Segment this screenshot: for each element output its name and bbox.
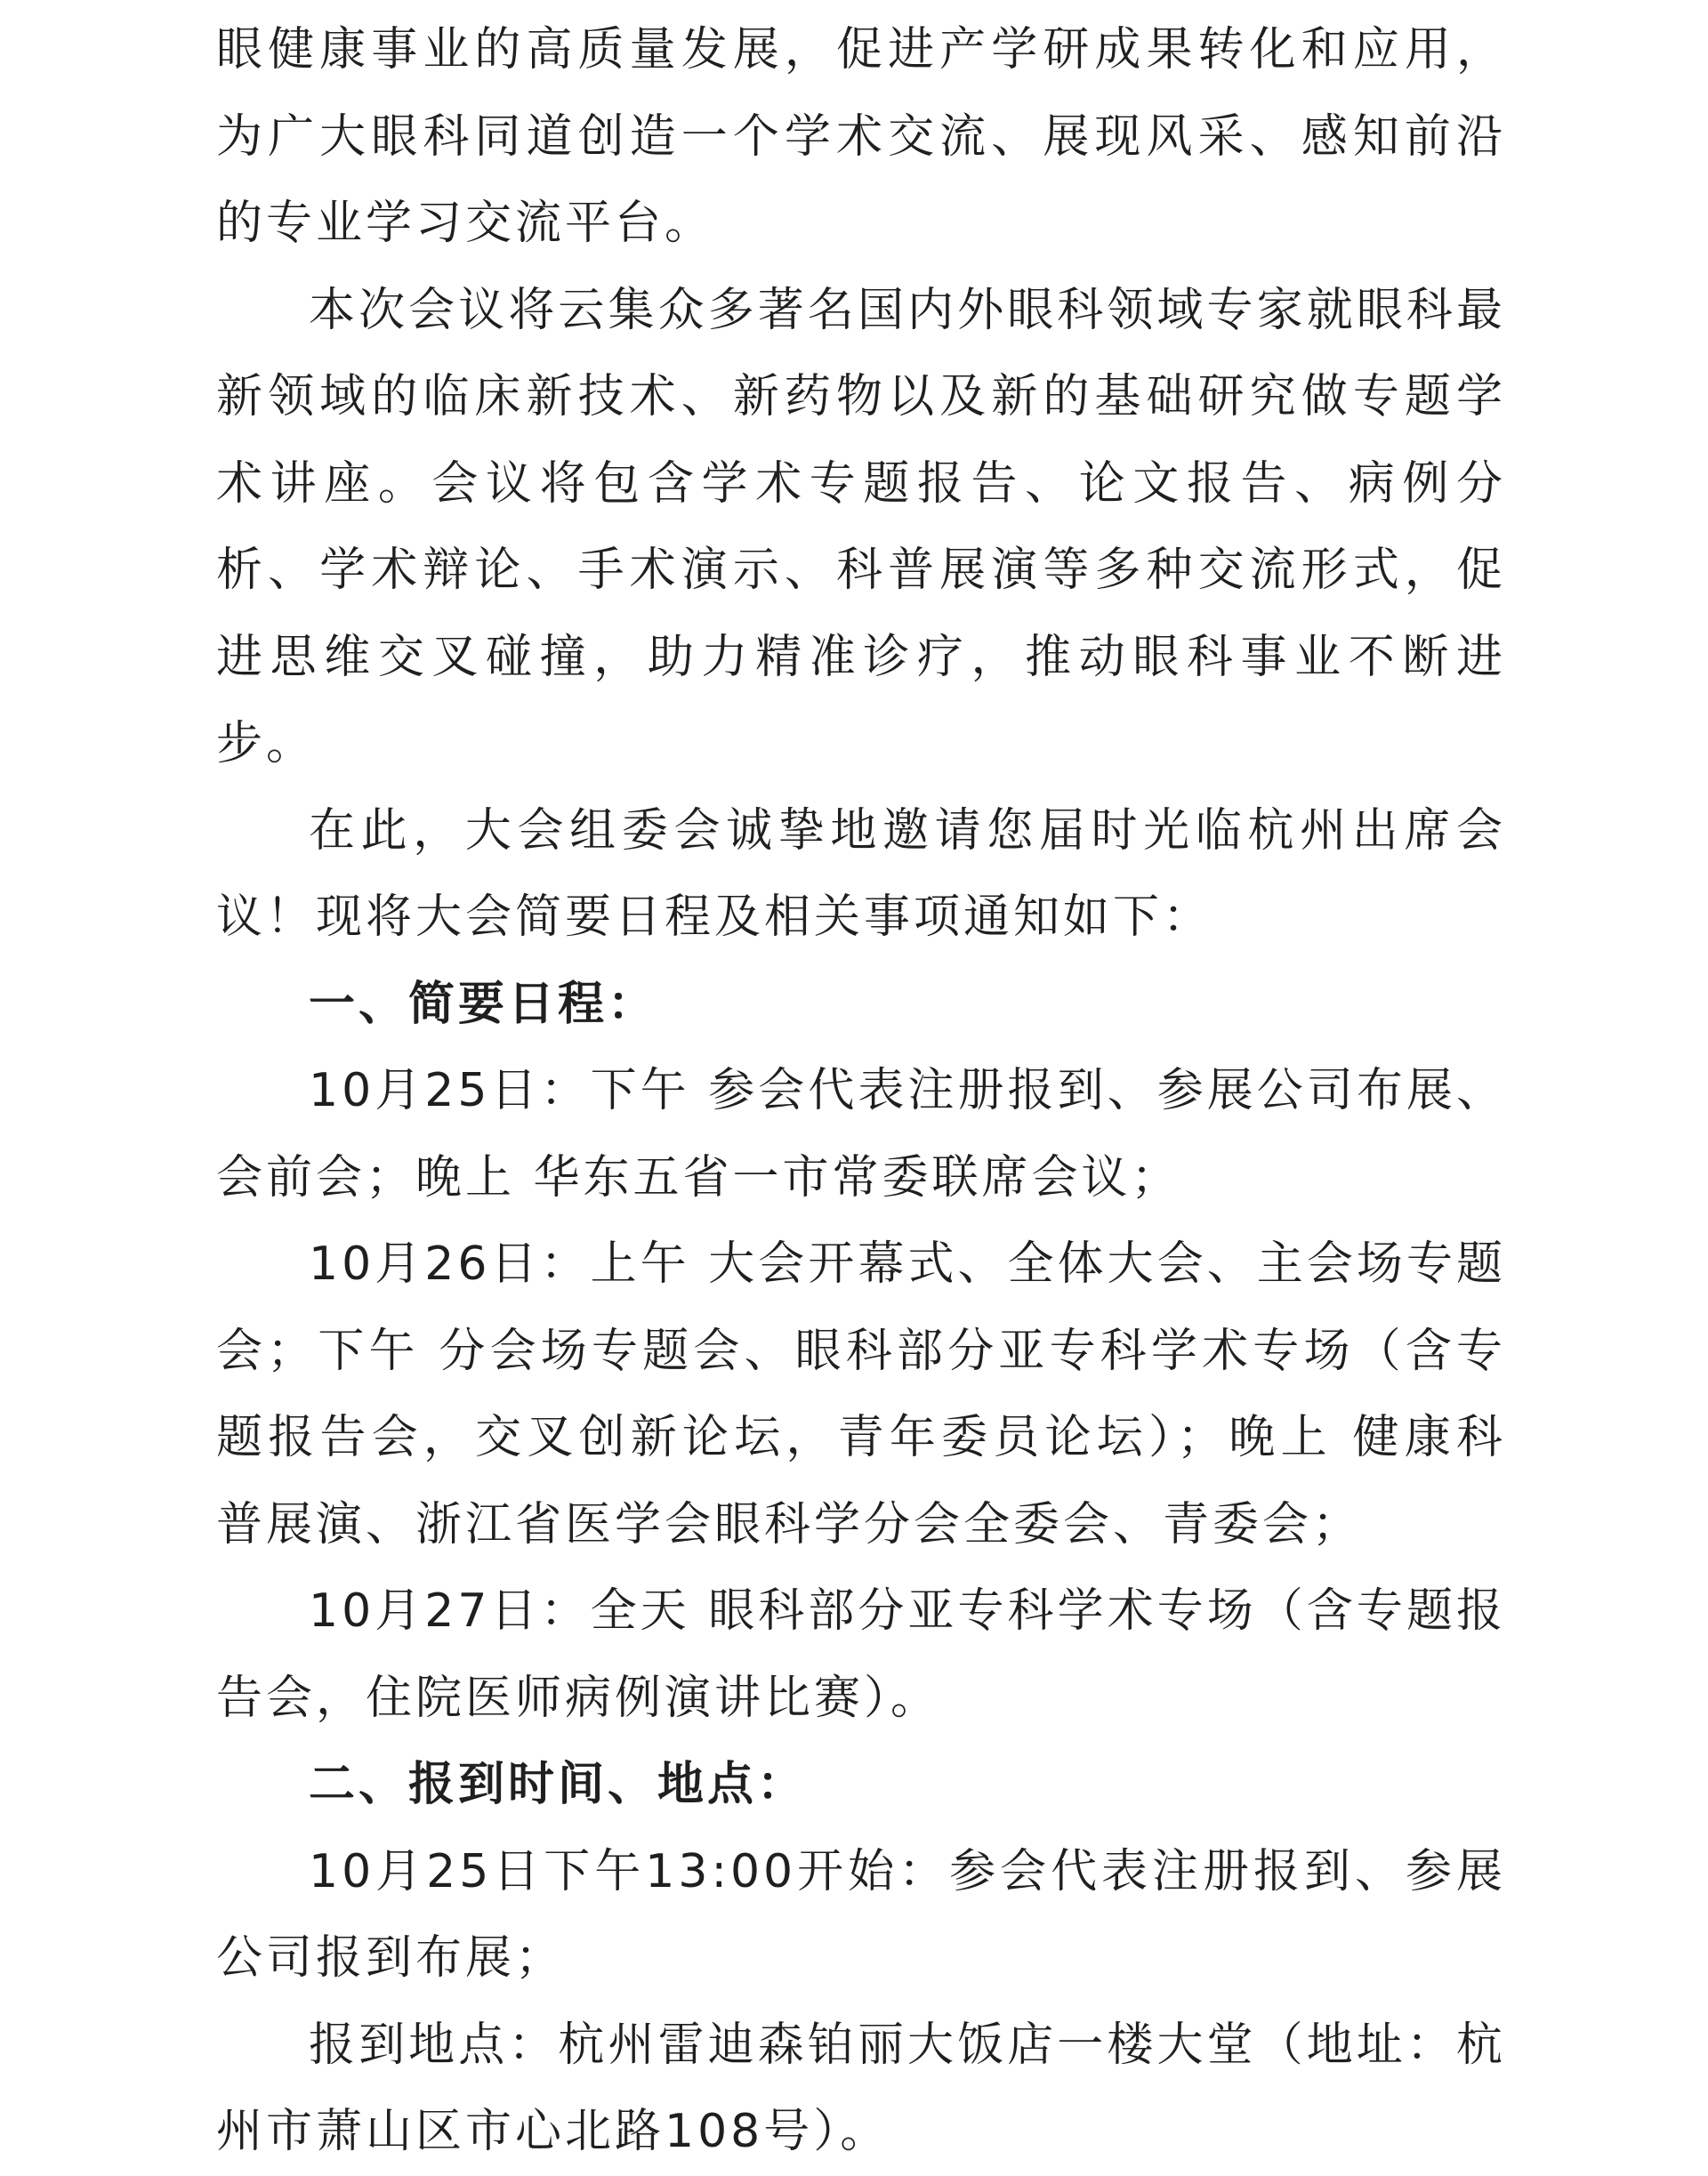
paragraph-registration-time: 10月25日下午13:00开始：参会代表注册报到、参展公司报到布展； bbox=[216, 1844, 1506, 1985]
paragraph-schedule-oct26: 10月26日：上午 大会开幕式、全体大会、主会场专题会；下午 分会场专题会、眼科部分亚专科学术专场（含专题报告会，交叉创新论坛，青年委员论坛）；晚上 健康科普展演、浙江省医学会眼科学分会全委会、青委会； bbox=[216, 1237, 1506, 1551]
paragraph-schedule-oct27: 10月27日：全天 眼科部分亚专科学术专场（含专题报告会，住院医师病例演讲比赛）。 bbox=[216, 1584, 1506, 1725]
paragraph-registration-location: 报到地点：杭州雷迪森铂丽大饭店一楼大堂（地址：杭州市萧山区市心北路108号）。 bbox=[216, 2018, 1506, 2158]
paragraph-schedule-oct25: 10月25日：下午 参会代表注册报到、参展公司布展、会前会；晚上 华东五省一市常委联席会议； bbox=[216, 1064, 1506, 1205]
heading-registration: 二、报到时间、地点： bbox=[309, 1758, 808, 1811]
paragraph-conference-content: 本次会议将云集众多著名国内外眼科领域专家就眼科最新领域的临床新技术、新药物以及新的基础研究做专题学术讲座。会议将包含学术专题报告、论文报告、病例分析、学术辩论、手术演示、科普展演等多种交流形式，促进思维交叉碰撞，助力精准诊疗，推动眼科事业不断进步。 bbox=[216, 283, 1506, 770]
paragraph-invitation: 在此，大会组委会诚挚地邀请您届时光临杭州出席会议！现将大会简要日程及相关事项通知如下： bbox=[216, 803, 1506, 944]
paragraph-intro-continuation: 眼健康事业的高质量发展，促进产学研成果转化和应用，为广大眼科同道创造一个学术交流、展现风采、感知前沿的专业学习交流平台。 bbox=[216, 23, 1506, 250]
document-body bbox=[216, 7, 1506, 2176]
heading-schedule: 一、简要日程： bbox=[309, 977, 658, 1031]
